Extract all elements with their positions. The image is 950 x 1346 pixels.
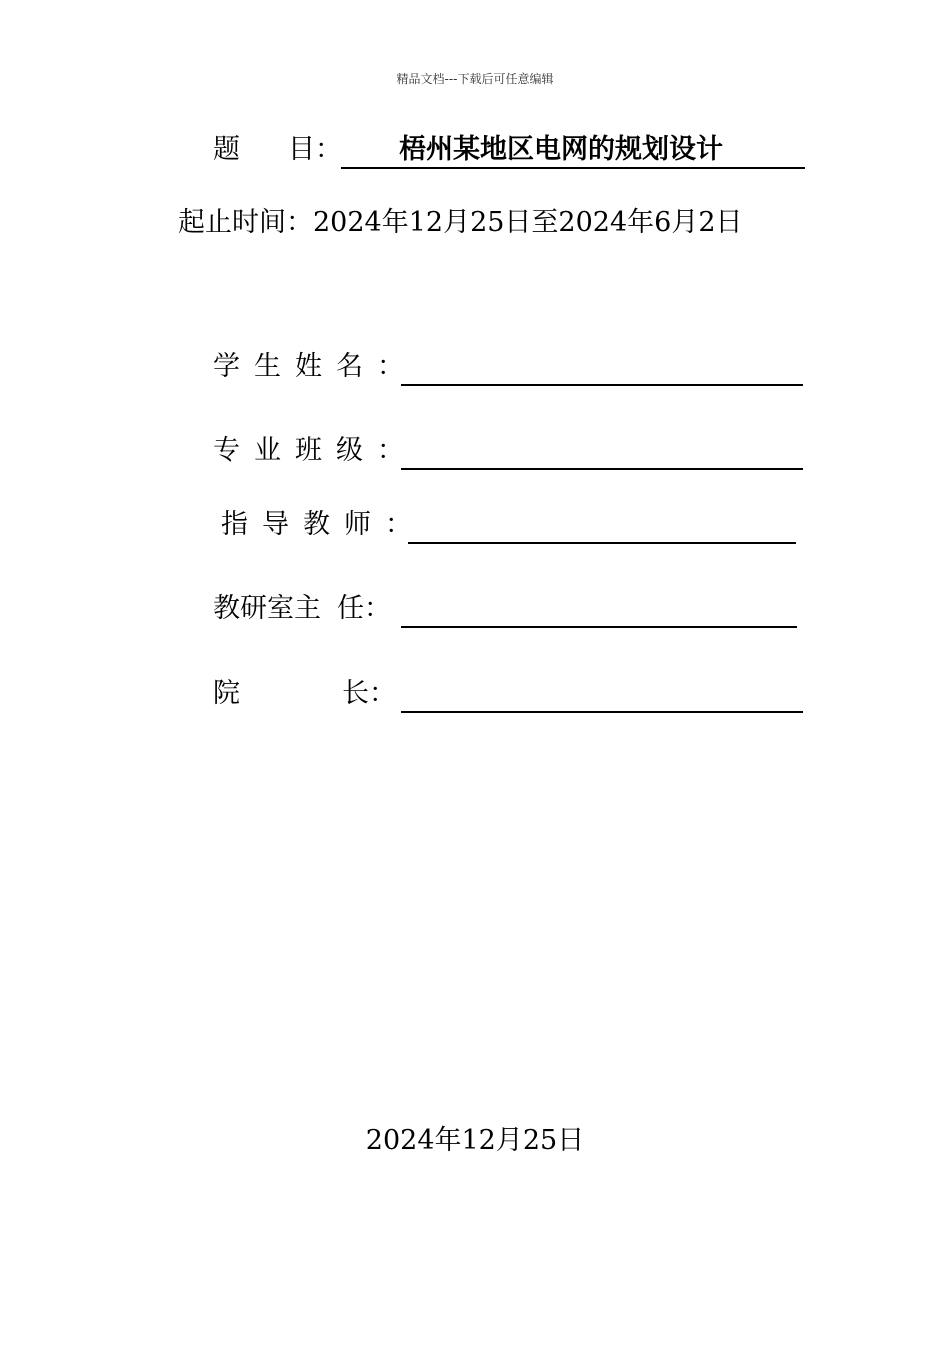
dean-label-part1: 院 <box>213 678 240 709</box>
director-label-part2: 任： <box>337 593 391 624</box>
dean-line <box>401 677 803 713</box>
advisor-label: 指导教师： <box>221 509 426 540</box>
document-date: 2024年12月25日 <box>365 1125 585 1156</box>
period-line: 起止时间：2024年12月25日至2024年6月2日 <box>178 207 743 238</box>
director-line <box>401 592 797 628</box>
title-underline <box>341 133 805 169</box>
title-label-part2: 目： <box>288 134 342 165</box>
student-name-line <box>401 350 803 386</box>
title-field-label <box>213 133 342 167</box>
document-header-note: 精品文档---下载后可任意编辑 <box>396 72 554 86</box>
dean-label-part2: 长： <box>342 678 396 709</box>
student-name-label: 学生姓名： <box>213 351 418 382</box>
director-label-part1: 教研室主 <box>213 593 321 624</box>
major-class-line <box>401 434 803 470</box>
director-label <box>213 592 391 626</box>
dean-label <box>213 677 396 711</box>
thesis-title: 梧州某地区电网的规划设计 <box>399 134 723 165</box>
major-class-label: 专业班级： <box>213 435 418 466</box>
advisor-line <box>408 508 796 544</box>
title-label-part1: 题 <box>213 134 240 165</box>
